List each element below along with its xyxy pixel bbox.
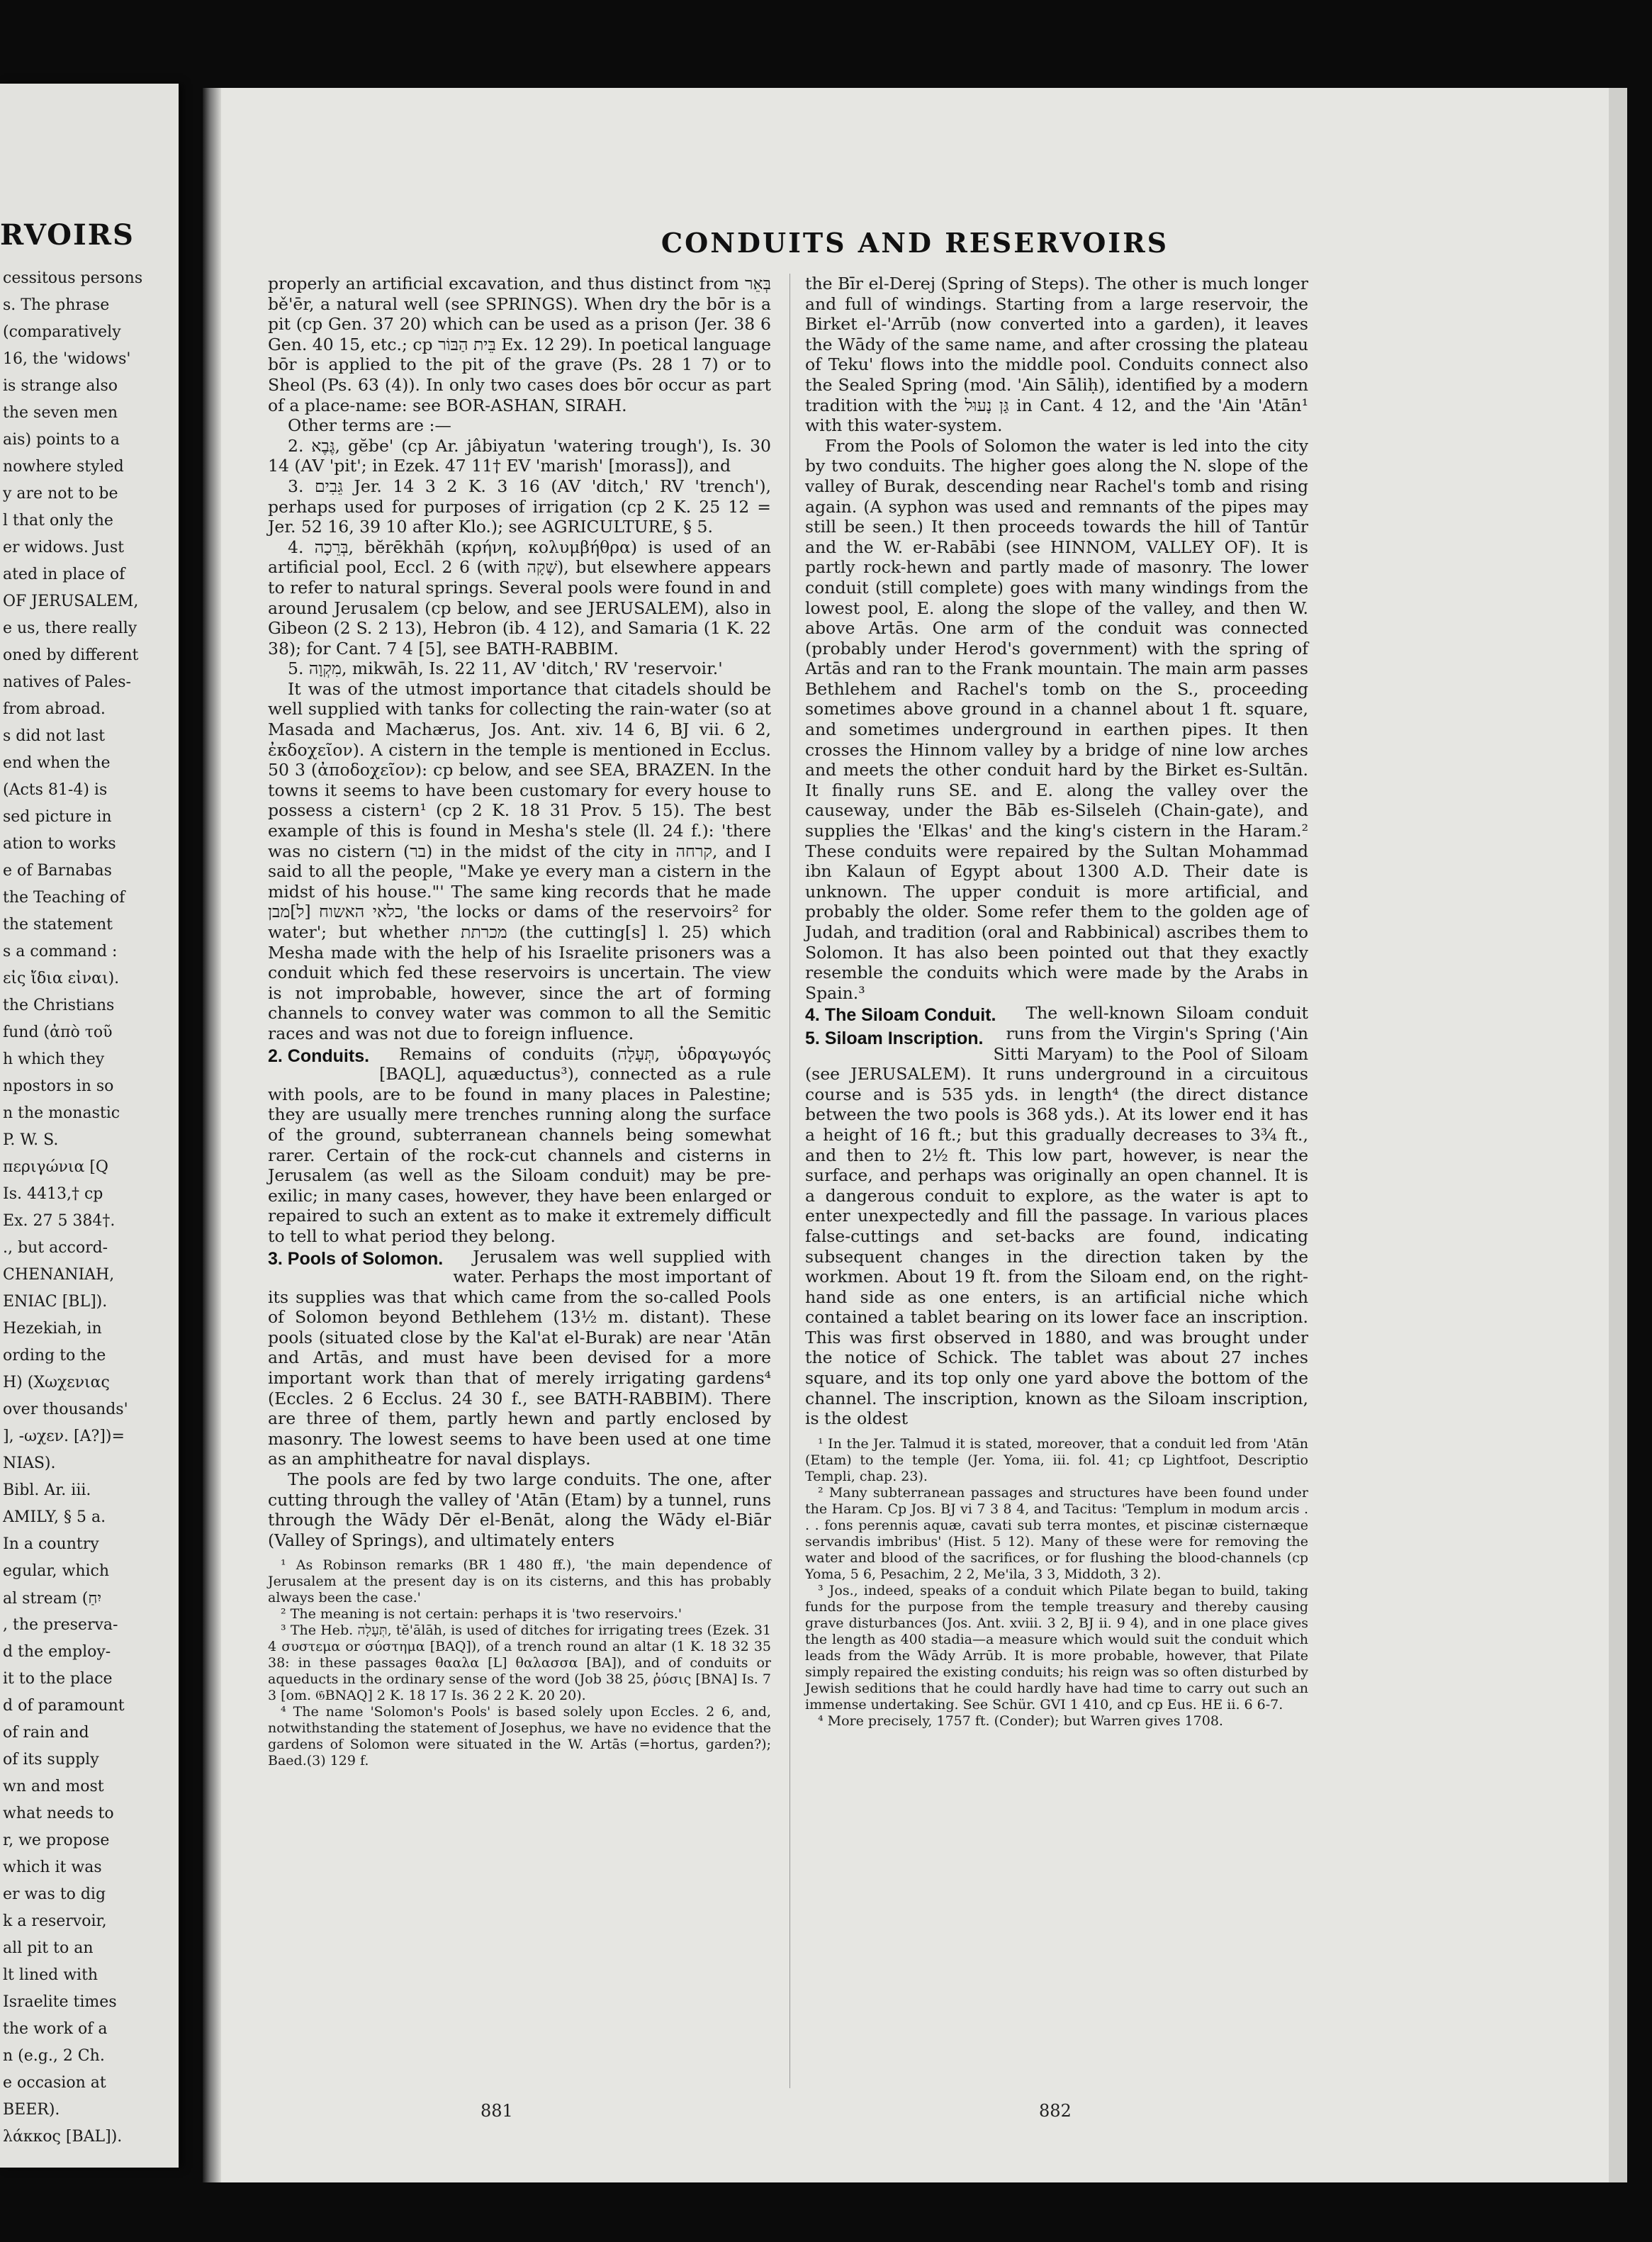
left-page-line: wn and most	[3, 1778, 104, 1795]
left-page-line: y are not to be	[3, 485, 118, 503]
footnote: ³ Jos., indeed, speaks of a conduit which Pilate began to build, taking funds for the purpose from the temple treasury and thereby causing grave disturbances (Jos. Ant. xviii. 3 2, BJ ii. 9 4), and in one place gives the length as 400 stadia—a measure which would suit the conduit which leads from the Wādy Arrūb. It is more probable, however, that Pilate simply repaired the existing conduits; his reign was so often disturbed by Jewish seditions that he could hardly have had time to carry out such an immense undertaking. See Schür. GVI 1 410, and cp Eus. HE ii. 6 6-7.	[805, 1582, 1308, 1713]
page-spread	[203, 88, 1627, 2182]
left-page-line: ENIAC [BL]).	[3, 1293, 108, 1311]
left-page-line: e occasion at	[3, 2074, 106, 2092]
left-page-line: Is. 4413,† cp	[3, 1185, 103, 1203]
left-page-line: n (e.g., 2 Ch.	[3, 2047, 105, 2065]
left-page-line: s did not last	[3, 727, 106, 745]
left-page-line: λάκκος [BAL]).	[3, 2128, 123, 2146]
paragraph: properly an artificial excavation, and thus distinct from בְּאֵר bě'ēr, a natural well (see SPRINGS). When dry the bōr is a pit (cp Gen. 37 20) which can be used as a prison (Jer. 38 6 Gen. 40 15, etc.; cp בֵּית הַבּוֹר Ex. 12 29). In poetical language bōr is applied to the pit of the grave (Ps. 28 1 7) or to Sheol (Ps. 63 (4)). In only two cases does bōr occur as part of a place-name: see BOR-ASHAN, SIRAH.	[268, 274, 771, 415]
left-page-line: lt lined with	[3, 1966, 99, 1984]
left-page-fragment	[0, 84, 179, 2168]
left-page-line: is strange also	[3, 377, 118, 395]
left-page-line: In a country	[3, 1535, 99, 1553]
footnote: ¹ In the Jer. Talmud it is stated, moreover, that a conduit led from 'Atān (Etam) to the temple (Jer. Yoma, iii. fol. 41; cp Lightfoot, Descriptio Templi, chap. 23).	[805, 1435, 1308, 1484]
paragraph: From the Pools of Solomon the water is led into the city by two conduits. The higher goes along the N. slope of the valley of Burak, descending near Rachel's tomb and rising again. (A syphon was used and remnants of the pipes may still be seen.) It then proceeds towards the hill of Tantūr and the W. er-Rabābi (see HINNOM, VALLEY OF). It is partly rock-hewn and partly made of masonry. The lower conduit (still complete) goes with many windings from the lowest pool, E. along the slope of the valley, and then W. above Artās. One arm of the conduit was connected (probably under Herod's government) with the spring of Artās and ran to the Frank mountain. The main arm passes Bethlehem and Rachel's tomb on the S., proceeding sometimes above ground in a channel about 1 ft. square, and sometimes underground in earthen pipes. It then crosses the Hinnom valley by a bridge of nine low arches and meets the other conduit hard by the Birket es-Sultān. It finally runs SE. and E. along the valley over the causeway, under the Bāb es-Silseleh (Chain-gate), and supplies the 'Elkas' and the king's cistern in the Haram.² These conduits were repaired by the Sultan Mohammad ibn Kalaun of Egypt about 1300 A.D. Their date is unknown. The upper conduit is more artificial, and probably the older. Some refer them to the golden age of Judah, and tradition (oral and Rabbinical) ascribes them to Solomon. It has also been pointed out that they exactly resemble the conduits which were made by the Arabs in Spain.³	[805, 435, 1308, 1003]
left-page-line: P. W. S.	[3, 1131, 59, 1149]
left-page-line: cessitous persons	[3, 269, 143, 287]
left-page-line: what needs to	[3, 1805, 114, 1822]
footnote: ² Many subterranean passages and structures have been found under the Haram. Cp Jos. BJ vi 7 3 8 4, and Tacitus: 'Templum in modum arcis . . . fons perennis aquæ, cavati sub terra montes, et piscinæ cisternæque servandis imbribus' (Hist. 5 12). Many of these were for removing the water and blood of the sacrifices, or for flushing the blood-channels (cp Yoma, 5 6, Pesachim, 2 2, Me'ila, 3 3, Middoth, 3 2).	[805, 1484, 1308, 1582]
paragraph: the Bīr el-Derej (Spring of Steps). The other is much longer and full of windings. Starting from a large reservoir, the Birket el-'Arrūb (now converted into a garden), it leaves the Wādy of the same name, and after crossing the plateau of Teku' flows into the middle pool. Conduits connect also the Sealed Spring (mod. 'Ain Sāliḥ), identified by a modern tradition with the גַּן נָעוּל in Cant. 4 12, and the 'Ain 'Atān¹ with this water-system.	[805, 274, 1308, 436]
left-page-line: NIAS).	[3, 1455, 56, 1472]
left-page-line: of rain and	[3, 1724, 89, 1742]
left-running-head: RVOIRS	[0, 218, 135, 252]
left-page-line: natives of Pales-	[3, 673, 131, 691]
conduits-section	[268, 1044, 771, 1247]
left-page-line: s a command :	[3, 943, 118, 960]
left-page-line: d of paramount	[3, 1697, 125, 1715]
left-page-line: all pit to an	[3, 1939, 94, 1957]
paragraph: The pools are fed by two large conduits. The one, after cutting through the valley of 'Atān (Etam) by a tunnel, runs through the Wādy Dēr el-Benāt, along the Wādy el-Biār (Valley of Springs), and ultimately enters	[268, 1469, 771, 1550]
left-page-line: , the preserva-	[3, 1616, 118, 1634]
left-page-line: ais) points to a	[3, 431, 120, 449]
left-page-line: l that only the	[3, 512, 113, 529]
left-page-line: e us, there really	[3, 620, 137, 637]
left-page-line: Israelite times	[3, 1993, 117, 2011]
left-page-line: 16, the 'widows'	[3, 350, 131, 368]
footnote: ³ The Heb. תְּעָלָה, tĕ'ālāh, is used of ditches for irrigating trees (Ezek. 31 4 συστεμα or σύστημα [BAQ]), of a trench round an altar (1 K. 18 32 35 38: in these passages θααλα [L] θαλασσα [BA]), and of conduits or aqueducts in the ordinary sense of the word (Job 38 25, ῥύσις [BNA] Is. 7 3 [om. 𝔊BNAQ] 2 K. 18 17 Is. 36 2 2 K. 20 20).	[268, 1622, 772, 1704]
left-page-line: εἰς ἴδια εἶναι).	[3, 970, 120, 987]
section-head-conduits: 2. Conduits.	[268, 1046, 370, 1066]
left-page-line: Hezekiah, in	[3, 1320, 102, 1338]
left-page-line: it to the place	[3, 1670, 113, 1688]
section-head-pools: 3. Pools of Solomon.	[268, 1248, 444, 1269]
paragraph: Other terms are :—	[288, 415, 451, 436]
left-page-line: περιγώνια [Q	[3, 1158, 108, 1176]
left-page-line: al stream (יִחַ	[3, 1590, 102, 1608]
left-page-line: of its supply	[3, 1751, 99, 1769]
paragraph: 3. גֵּבִים Jer. 14 3 2 K. 3 16 (AV 'ditch,' RV 'trench'), perhaps used for purposes of irrigation (cp 2 K. 25 12 = Jer. 52 16, 39 10 after Klo.); see AGRICULTURE, § 5.	[268, 476, 771, 537]
left-page-line: er was to dig	[3, 1885, 106, 1903]
left-page-line: s. The phrase	[3, 296, 110, 314]
pools-section	[268, 1247, 771, 1470]
left-page-line: k a reservoir,	[3, 1912, 107, 1930]
footnote: ⁴ The name 'Solomon's Pools' is based solely upon Eccles. 2 6, and, notwithstanding the statement of Josephus, we have no evidence that the gardens of Solomon were situated in the W. Artās (=hortus, garden?); Baed.(3) 129 f.	[268, 1704, 771, 1769]
left-page-line: BEER).	[3, 2101, 60, 2119]
page-number-881: 881	[481, 2101, 513, 2121]
footnotes	[805, 1436, 1308, 1730]
left-page-line: Bibl. Ar. iii.	[3, 1481, 91, 1499]
left-page-line: oned by different	[3, 646, 139, 664]
left-page-line: the Teaching of	[3, 889, 125, 907]
paragraph: It was of the utmost importance that citadels should be well supplied with tanks for collecting the rain-water (so at Masada and Machærus, Jos. Ant. xiv. 14 6, BJ vii. 6 2, ἐκδοχεῖον). A cistern in the temple is mentioned in Ecclus. 50 3 (ἀποδοχεῖον): cp below, and see SEA, BRAZEN. In the towns it seems to have been customary for every house to possess a cistern¹ (cp 2 K. 18 31 Prov. 5 15). The best example of this is found in Mesha's stele (ll. 24 f.): 'there was no cistern (בר) in the midst of the city in קרחה, and I said to all the people, "Make ye every man a cistern in the midst of his house."' The same king records that he made כלאי האשוח [ל]מבן, 'the locks or dams of the reservoirs² for water'; but whether מכרתת (the cutting[s] l. 25) which Mesha made with the help of his Israelite prisoners was a conduit which fed these reservoirs is uncertain. The view is not improbable, however, since the art of forming channels to convey water was common to all the Semitic races and was not due to foreign influence.	[268, 678, 772, 1043]
left-page-line: ], -ωχεν. [A?])=	[3, 1428, 125, 1445]
left-page-line: ation to works	[3, 835, 116, 853]
left-page-line: (Acts 81-4) is	[3, 781, 108, 799]
left-page-line: CHENANIAH,	[3, 1266, 115, 1284]
left-page-line: r, we propose	[3, 1832, 110, 1849]
footnote: ¹ As Robinson remarks (BR 1 480 ff.), 'the main dependence of Jerusalem at the present day is on its cisterns, and this has probably always been the case.'	[268, 1557, 771, 1606]
left-page-line: ., but accord-	[3, 1239, 108, 1257]
left-page-line: (comparatively	[3, 323, 121, 341]
left-page-line: d the employ-	[3, 1643, 111, 1661]
left-page-line: Ex. 27 5 384†.	[3, 1212, 116, 1230]
paragraph: 5. מִקְוָה, mikwāh, Is. 22 11, AV 'ditch,' RV 'reservoir.'	[288, 658, 723, 679]
left-page-line: e of Barnabas	[3, 862, 112, 880]
siloam-conduit-section	[805, 1003, 1308, 1428]
left-page-line: egular, which	[3, 1562, 110, 1580]
left-page-line: OF JERUSALEM,	[3, 593, 139, 610]
paragraph: 4. בְּרֵכָה, bĕrēkhāh (κρήνη, κολυμβήθρα) is used of an artificial pool, Eccl. 2 6 (with שָׁקָה), but elsewhere appears to refer to natural springs. Several pools were found in and around Jerusalem (cp below, and see JERUSALEM), also in Gibeon (2 S. 2 13), Hebron (ib. 4 12), and Samaria (1 K. 22 38); for Cant. 7 4 [5], see BATH-RABBIM.	[268, 537, 771, 658]
left-page-line: end when the	[3, 754, 111, 772]
left-page-line: ated in place of	[3, 566, 125, 583]
left-page-line: ording to the	[3, 1347, 106, 1364]
left-page-line: the Christians	[3, 997, 115, 1014]
left-page-line: from abroad.	[3, 700, 106, 718]
left-page-line: which it was	[3, 1859, 102, 1876]
left-page-line: n the monastic	[3, 1104, 120, 1122]
page-title: CONDUITS AND RESERVOIRS	[661, 227, 1169, 259]
left-page-line: h which they	[3, 1050, 105, 1068]
column-881	[268, 274, 771, 1769]
page-number-882: 882	[1039, 2101, 1072, 2121]
page-edge	[1609, 88, 1627, 2182]
left-page-line: the statement	[3, 916, 113, 934]
paragraph: Jerusalem was well supplied with water. Perhaps the most important of its supplies was that which came from the so-called Pools of Solomon beyond Bethlehem (13½ m. distant). These pools (situated close by the Kal'at el-Burak) are near 'Atān and Artās, and must have been devised for a more important work than that of merely irrigating gardens⁴ (Eccles. 2 6 Ecclus. 24 30 f., see BATH-RABBIM). There are three of them, partly hewn and partly enclosed by masonry. The lowest seems to have been used at one time as an amphitheatre for naval displays.	[268, 1246, 771, 1469]
paragraph: 2. גֶּבֶא, gĕbe' (cp Ar. jâbiyatun 'watering trough'), Is. 30 14 (AV 'pit'; in Ezek. 47 11† EV 'marish' [morass]), and	[268, 435, 771, 476]
column-882	[805, 274, 1308, 1730]
footnote: ² The meaning is not certain: perhaps it is 'two reservoirs.'	[281, 1606, 682, 1622]
paragraph: The well-known Siloam conduit runs from the Virgin's Spring ('Ain Sitti Maryam) to the Pool of Siloam (see JERUSALEM). It runs underground in a circuitous course and is 535 yds. in length⁴ (the direct distance between the two pools is 368 yds.). At its lower end it has a height of 16 ft.; but this gradually decreases to 3¾ ft., and then to 2½ ft. This low part, however, is near the surface, and perhaps was originally an open channel. It is a dangerous conduit to explore, as the water is apt to enter unexpectedly and fill the passage. In various places false-cuttings and set-backs are found, indicating subsequent changes in the direction taken by the workmen. About 19 ft. from the Siloam end, on the right-hand side as one enters, is an artificial niche which contained a tablet bearing on its lower face an inscription. This was first observed in 1880, and was brought under the notice of Schick. The tablet was about 27 inches square, and its top only one yard above the bottom of the channel. The inscription, known as the Siloam inscription, is the oldest	[805, 1003, 1308, 1429]
left-page-line: sed picture in	[3, 808, 112, 826]
footnote: ⁴ More precisely, 1757 ft. (Conder); but Warren gives 1708.	[818, 1713, 1223, 1729]
left-page-line: fund (ἀπὸ τοῦ	[3, 1024, 113, 1041]
left-page-line: AMILY, § 5 a.	[3, 1508, 106, 1526]
footnotes	[268, 1557, 771, 1769]
paragraph: Remains of conduits (תְּעָלָה, ὑδραγωγός [BAQL], aquæductus³), connected as a rule with pools, are to be found in many places in Palestine; they are usually mere trenches running along the surface of the ground, subterranean channels being somewhat rarer. Certain of the rock-cut channels and cisterns in Jerusalem (as well as the Siloam conduit) may be pre-exilic; in many cases, however, they have been enlarged or repaired to such an extent as to make it extremely difficult to tell to what period they belong.	[268, 1043, 771, 1246]
left-page-line: er widows. Just	[3, 539, 124, 556]
left-page-line: nowhere styled	[3, 458, 124, 476]
left-page-line: over thousands'	[3, 1401, 128, 1418]
left-page-line: the seven men	[3, 404, 118, 422]
section-head-siloam-inscription: 5. Siloam Inscription.	[805, 1028, 984, 1049]
left-page-line: npostors in so	[3, 1077, 114, 1095]
section-head-siloam-conduit: 4. The Siloam Conduit.	[805, 1005, 996, 1026]
left-page-line: H) (Χωχενιας	[3, 1374, 110, 1391]
left-page-line: the work of a	[3, 2020, 108, 2038]
